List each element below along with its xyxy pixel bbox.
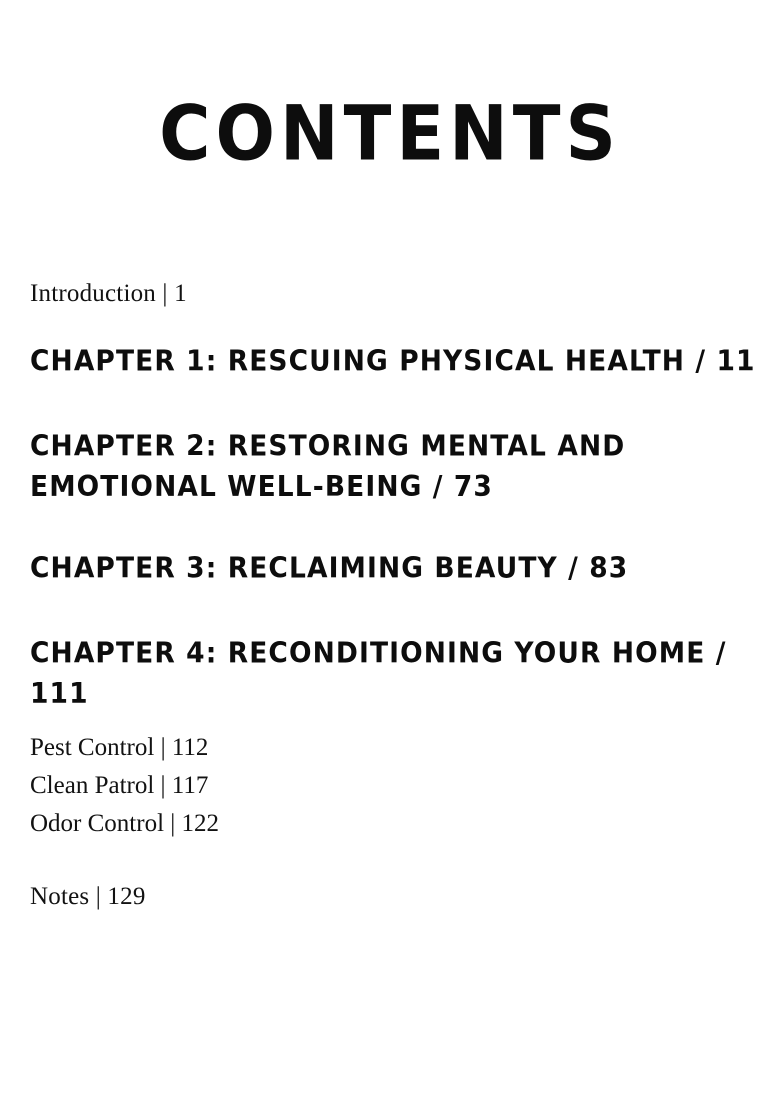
spacer [30,502,760,549]
table-of-contents [30,278,760,913]
toc-entry-chapter-4[interactable]: CHAPTER 4: RECONDITIONING YOUR HOME / 111 [30,636,727,710]
toc-entry-chapter-3[interactable]: CHAPTER 3: RECLAIMING BEAUTY / 83 [30,552,629,585]
toc-entry-notes[interactable]: Notes | 129 [30,882,146,910]
toc-entry-chapter-1[interactable]: CHAPTER 1: RESCUING PHYSICAL HEALTH / 11 [30,345,756,379]
toc-entry-chapter-2[interactable]: CHAPTER 2: RESTORING MENTAL AND EMOTIONAL WELL-BEING / 73 [30,429,626,503]
spacer [30,843,760,881]
toc-subentry-pest-control[interactable]: Pest Control | 112 [30,733,209,761]
toc-subentry-clean-patrol[interactable]: Clean Patrol | 117 [30,771,209,799]
page-title: CONTENTS [159,89,621,179]
toc-subentry-odor-control[interactable]: Odor Control | 122 [30,809,220,837]
spacer [30,587,760,634]
toc-entry-introduction[interactable]: Introduction | 1 [30,280,187,307]
chapter-4-subentries [30,729,760,843]
spacer [30,310,760,342]
spacer [30,380,760,427]
